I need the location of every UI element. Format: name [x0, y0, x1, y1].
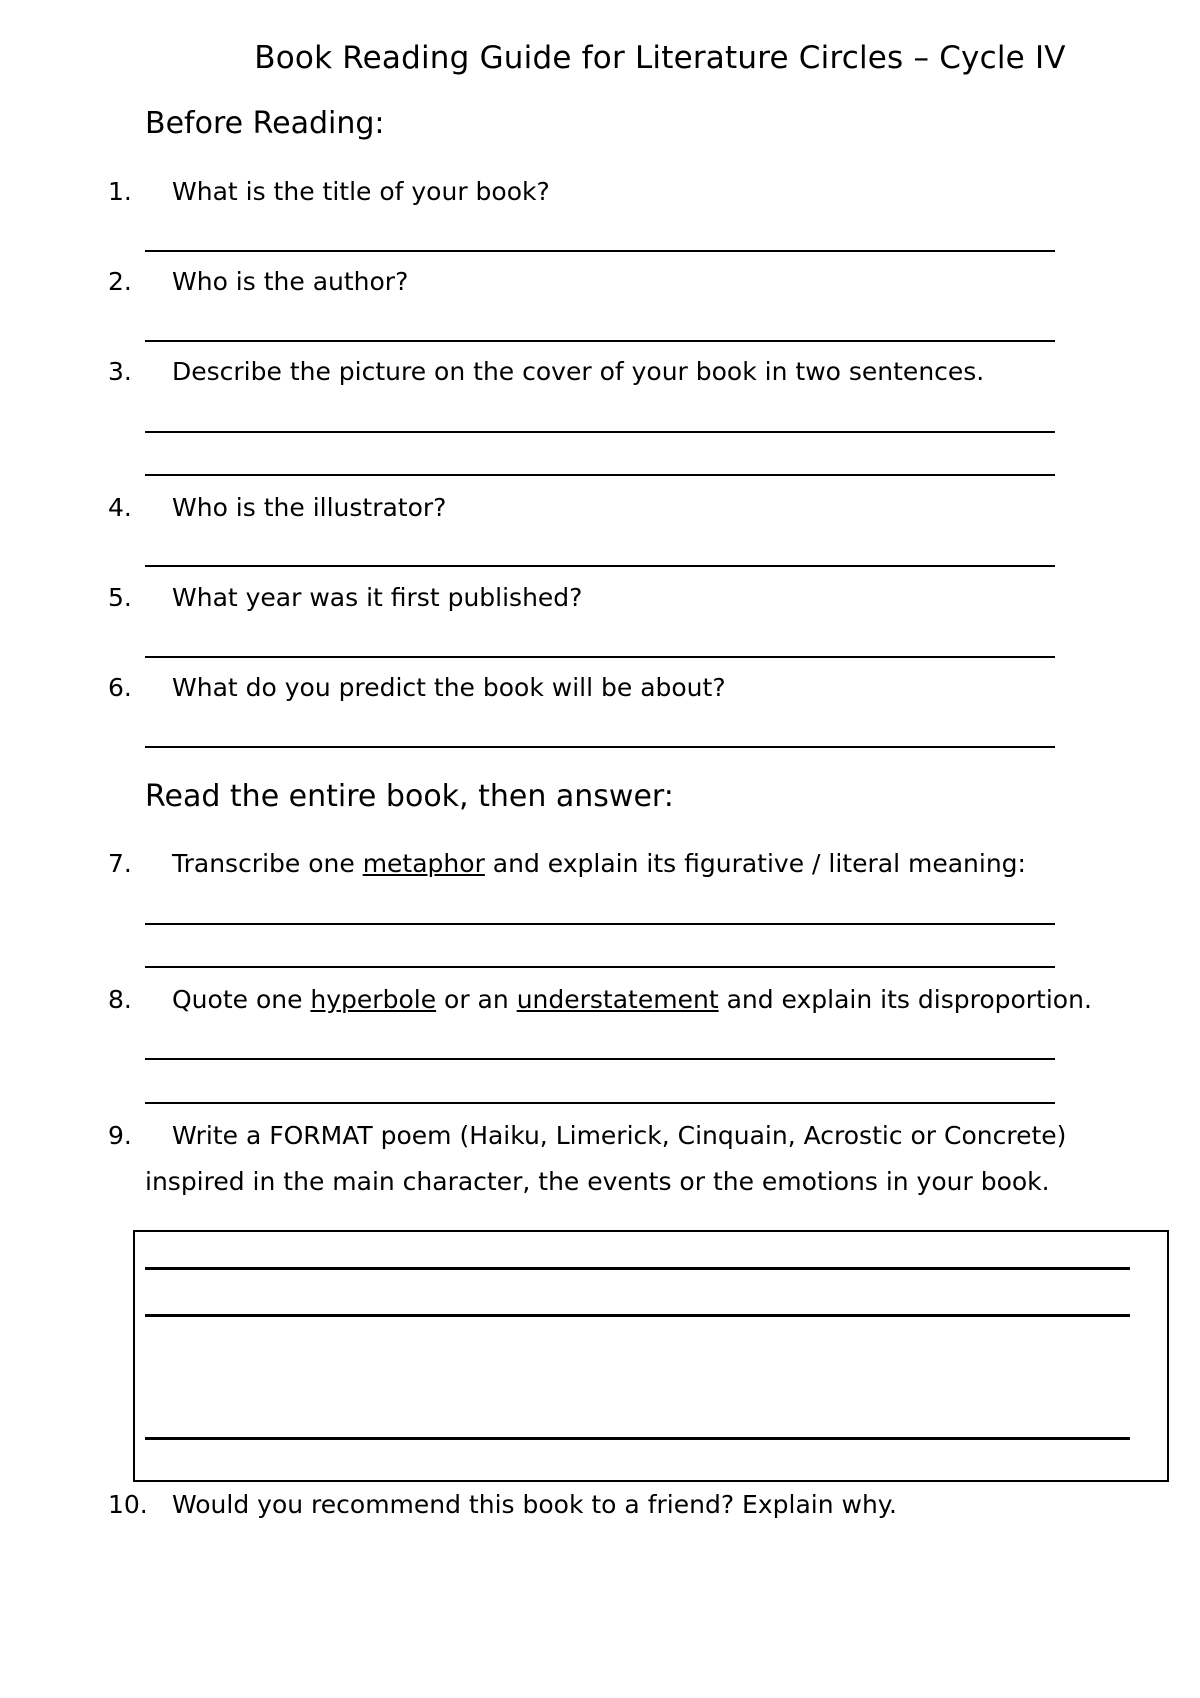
- question-text: Who is the illustrator?: [172, 493, 447, 522]
- term-hyperbole: hyperbole: [310, 985, 437, 1014]
- question-9: [108, 1121, 1066, 1150]
- poem-box[interactable]: [133, 1230, 1169, 1482]
- question-number: 9.: [108, 1121, 132, 1150]
- question-number: 6.: [108, 673, 132, 702]
- poem-line[interactable]: [145, 1267, 1130, 1270]
- answer-line[interactable]: [145, 923, 1055, 925]
- question-5: [108, 583, 582, 612]
- term-understatement: understatement: [516, 985, 719, 1014]
- answer-line[interactable]: [145, 966, 1055, 968]
- term-metaphor: metaphor: [362, 849, 485, 878]
- answer-line[interactable]: [145, 1058, 1055, 1060]
- question-6: [108, 673, 726, 702]
- question-number: 4.: [108, 493, 132, 522]
- question-10: [108, 1490, 897, 1519]
- question-number: 5.: [108, 583, 132, 612]
- answer-line[interactable]: [145, 340, 1055, 342]
- question-text: Write a FORMAT poem (Haiku, Limerick, Cinquain, Acrostic or Concrete): [172, 1121, 1067, 1150]
- question-text: What year was it first published?: [172, 583, 583, 612]
- question-text: Quote one: [172, 985, 311, 1014]
- answer-line[interactable]: [145, 250, 1055, 252]
- question-2: [108, 267, 408, 296]
- question-number: 3.: [108, 357, 132, 386]
- answer-line[interactable]: [145, 565, 1055, 567]
- question-text: What is the title of your book?: [172, 177, 550, 206]
- question-4: [108, 493, 446, 522]
- section-before-reading: Before Reading:: [145, 106, 385, 141]
- answer-line[interactable]: [145, 474, 1055, 476]
- question-text: What do you predict the book will be about?: [172, 673, 726, 702]
- question-number: 10.: [108, 1490, 148, 1519]
- question-3: [108, 357, 984, 386]
- section-after-reading: Read the entire book, then answer:: [145, 779, 674, 814]
- question-text: Describe the picture on the cover of your book in two sentences.: [172, 357, 985, 386]
- question-number: 1.: [108, 177, 132, 206]
- question-number: 7.: [108, 849, 132, 878]
- poem-line[interactable]: [145, 1314, 1130, 1317]
- answer-line[interactable]: [145, 746, 1055, 748]
- question-text: Transcribe one: [172, 849, 363, 878]
- question-number: 2.: [108, 267, 132, 296]
- question-text: Would you recommend this book to a friend? Explain why.: [172, 1490, 897, 1519]
- question-1: [108, 177, 550, 206]
- question-text: or an: [436, 985, 517, 1014]
- question-number: 8.: [108, 985, 132, 1014]
- answer-line[interactable]: [145, 1102, 1055, 1104]
- poem-line[interactable]: [145, 1437, 1130, 1440]
- question-text: and explain its disproportion.: [718, 985, 1092, 1014]
- question-text: and explain its figurative / literal meaning:: [484, 849, 1026, 878]
- answer-line[interactable]: [145, 656, 1055, 658]
- question-text: Who is the author?: [172, 267, 409, 296]
- question-7: [108, 849, 1026, 878]
- question-9-continuation: inspired in the main character, the events or the emotions in your book.: [145, 1167, 1050, 1196]
- question-8: [108, 985, 1092, 1014]
- page-title: Book Reading Guide for Literature Circles – Cycle IV: [254, 40, 1066, 76]
- answer-line[interactable]: [145, 431, 1055, 433]
